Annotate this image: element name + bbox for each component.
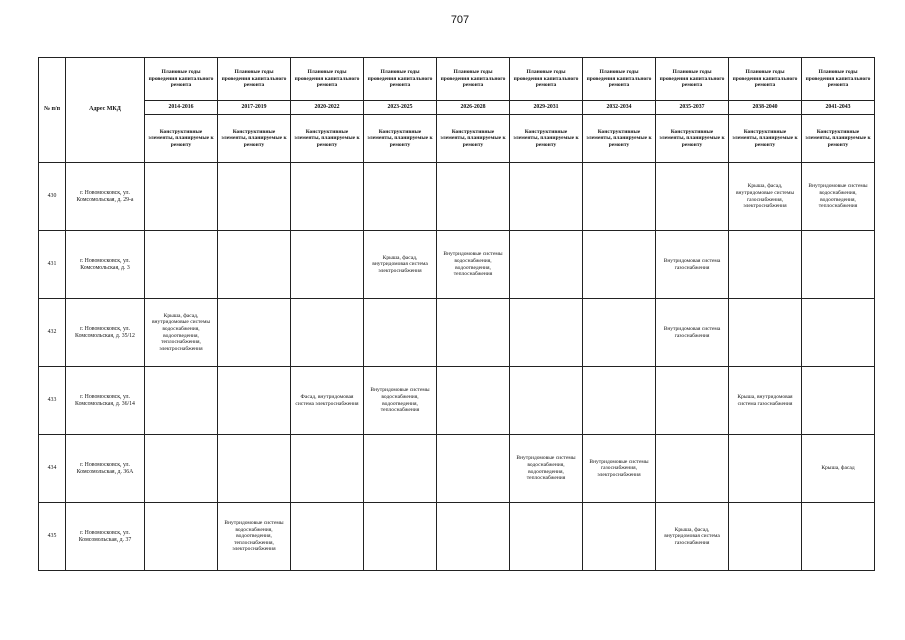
elements-header: Конструктивные элементы, планируемые к ремонту — [145, 115, 218, 163]
repair-elements-cell — [729, 299, 802, 367]
row-address: г. Новомосковск, ул. Комсомольская, д. 35/12 — [66, 299, 145, 367]
repair-elements-cell — [218, 163, 291, 231]
period-header: 2020-2022 — [291, 101, 364, 115]
repair-elements-cell: Крыша, фасад, внутридомовая система газоснабжения — [656, 503, 729, 571]
repair-elements-cell — [145, 231, 218, 299]
page-number: 707 — [450, 14, 470, 26]
planned-years-header: Плановые годы проведения капитального ремонта — [145, 58, 218, 101]
repair-elements-cell: Крыша, фасад, внутридомовые системы водоснабжения, водоотведения, теплоснабжения, электроснабжения — [145, 299, 218, 367]
address-header: Адрес МКД — [66, 58, 145, 163]
planned-years-header: Плановые годы проведения капитального ремонта — [364, 58, 437, 101]
repair-elements-cell: Фасад, внутридомовая система электроснабжения — [291, 367, 364, 435]
repair-elements-cell — [145, 435, 218, 503]
planned-years-header: Плановые годы проведения капитального ремонта — [729, 58, 802, 101]
repair-elements-cell — [364, 163, 437, 231]
repair-elements-cell — [437, 299, 510, 367]
table-row — [39, 435, 875, 503]
repair-elements-cell: Крыша, внутридомовая система газоснабжения — [729, 367, 802, 435]
repair-elements-cell: Внутридомовые системы водоснабжения, водоотведения, теплоснабжения, электроснабжения — [218, 503, 291, 571]
repair-elements-cell — [583, 503, 656, 571]
elements-header: Конструктивные элементы, планируемые к ремонту — [802, 115, 875, 163]
period-header: 2038-2040 — [729, 101, 802, 115]
elements-header: Конструктивные элементы, планируемые к ремонту — [218, 115, 291, 163]
period-header: 2014-2016 — [145, 101, 218, 115]
repair-elements-cell — [364, 435, 437, 503]
header-row-planned-years — [39, 58, 875, 101]
header-row-elements — [39, 115, 875, 163]
period-header: 2035-2037 — [656, 101, 729, 115]
capital-repair-table — [38, 57, 875, 571]
repair-elements-cell — [510, 503, 583, 571]
repair-elements-cell — [145, 503, 218, 571]
table-row — [39, 299, 875, 367]
row-number: 431 — [39, 231, 66, 299]
repair-elements-cell: Внутридомовые системы водоснабжения, водоотведения, теплоснабжения — [802, 163, 875, 231]
period-header: 2026-2028 — [437, 101, 510, 115]
elements-header: Конструктивные элементы, планируемые к ремонту — [437, 115, 510, 163]
repair-elements-cell: Внутридомовая система газоснабжения — [656, 299, 729, 367]
row-address: г. Новомосковск, ул. Комсомольская, д. 29-а — [66, 163, 145, 231]
repair-elements-cell — [218, 231, 291, 299]
planned-years-header: Плановые годы проведения капитального ремонта — [291, 58, 364, 101]
repair-elements-cell — [802, 299, 875, 367]
repair-elements-cell — [291, 231, 364, 299]
row-number: 435 — [39, 503, 66, 571]
repair-elements-cell: Внутридомовые системы газоснабжения, электроснабжения — [583, 435, 656, 503]
repair-elements-cell — [729, 231, 802, 299]
repair-elements-cell — [583, 163, 656, 231]
table-row — [39, 367, 875, 435]
repair-elements-cell — [291, 299, 364, 367]
repair-elements-cell — [218, 435, 291, 503]
planned-years-header: Плановые годы проведения капитального ремонта — [510, 58, 583, 101]
row-number: 430 — [39, 163, 66, 231]
repair-elements-cell — [437, 503, 510, 571]
repair-elements-cell: Крыша, фасад — [802, 435, 875, 503]
repair-elements-cell — [656, 367, 729, 435]
repair-elements-cell — [437, 367, 510, 435]
period-header: 2029-2031 — [510, 101, 583, 115]
repair-elements-cell: Крыша, фасад, внутридомовая система электроснабжения — [364, 231, 437, 299]
row-address: г. Новомосковск, ул. Комсомольская, д. 3 — [66, 231, 145, 299]
table-row — [39, 163, 875, 231]
row-address: г. Новомосковск, ул. Комсомольская, д. 36/14 — [66, 367, 145, 435]
repair-elements-cell — [510, 299, 583, 367]
repair-elements-cell — [802, 231, 875, 299]
repair-elements-cell — [437, 435, 510, 503]
repair-elements-cell: Внутридомовые системы водоснабжения, водоотведения, теплоснабжения — [437, 231, 510, 299]
repair-elements-cell — [218, 299, 291, 367]
repair-elements-cell — [729, 503, 802, 571]
table-row — [39, 503, 875, 571]
repair-elements-cell — [145, 163, 218, 231]
repair-elements-cell — [218, 367, 291, 435]
repair-elements-cell — [583, 367, 656, 435]
period-header: 2032-2034 — [583, 101, 656, 115]
repair-elements-cell — [510, 163, 583, 231]
header-row-periods — [39, 101, 875, 115]
num-header: № п/п — [39, 58, 66, 163]
row-address: г. Новомосковск, ул. Комсомольская, д. 36А — [66, 435, 145, 503]
row-address: г. Новомосковск, ул. Комсомольская, д. 37 — [66, 503, 145, 571]
repair-elements-cell — [656, 435, 729, 503]
repair-elements-cell — [145, 367, 218, 435]
planned-years-header: Плановые годы проведения капитального ремонта — [656, 58, 729, 101]
repair-elements-cell — [291, 163, 364, 231]
row-number: 434 — [39, 435, 66, 503]
planned-years-header: Плановые годы проведения капитального ремонта — [802, 58, 875, 101]
repair-elements-cell — [802, 367, 875, 435]
repair-elements-cell — [656, 163, 729, 231]
elements-header: Конструктивные элементы, планируемые к ремонту — [583, 115, 656, 163]
repair-elements-cell — [437, 163, 510, 231]
repair-elements-cell — [583, 231, 656, 299]
elements-header: Конструктивные элементы, планируемые к ремонту — [656, 115, 729, 163]
repair-elements-cell — [729, 435, 802, 503]
planned-years-header: Плановые годы проведения капитального ремонта — [437, 58, 510, 101]
repair-elements-cell: Крыша, фасад, внутридомовые системы газоснабжения, электроснабжения — [729, 163, 802, 231]
row-number: 433 — [39, 367, 66, 435]
row-number: 432 — [39, 299, 66, 367]
repair-elements-cell — [291, 435, 364, 503]
elements-header: Конструктивные элементы, планируемые к ремонту — [291, 115, 364, 163]
repair-elements-cell — [510, 231, 583, 299]
planned-years-header: Плановые годы проведения капитального ремонта — [218, 58, 291, 101]
repair-elements-cell: Внутридомовые системы водоснабжения, водоотведения, теплоснабжения — [364, 367, 437, 435]
repair-elements-cell — [364, 299, 437, 367]
period-header: 2023-2025 — [364, 101, 437, 115]
elements-header: Конструктивные элементы, планируемые к ремонту — [729, 115, 802, 163]
planned-years-header: Плановые годы проведения капитального ремонта — [583, 58, 656, 101]
period-header: 2017-2019 — [218, 101, 291, 115]
repair-elements-cell — [583, 299, 656, 367]
elements-header: Конструктивные элементы, планируемые к ремонту — [510, 115, 583, 163]
repair-elements-cell — [364, 503, 437, 571]
table-row — [39, 231, 875, 299]
repair-elements-cell — [510, 367, 583, 435]
period-header: 2041-2043 — [802, 101, 875, 115]
repair-elements-cell — [802, 503, 875, 571]
elements-header: Конструктивные элементы, планируемые к ремонту — [364, 115, 437, 163]
repair-elements-cell — [291, 503, 364, 571]
repair-elements-cell: Внутридомовая система газоснабжения — [656, 231, 729, 299]
repair-elements-cell: Внутридомовые системы водоснабжения, водоотведения, теплоснабжения — [510, 435, 583, 503]
